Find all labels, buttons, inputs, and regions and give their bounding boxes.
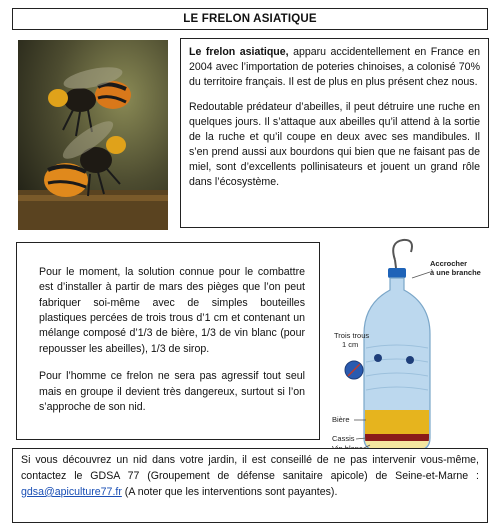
bottle-cap (388, 268, 406, 278)
hole-2 (406, 356, 414, 364)
intro-lead-rest: apparu accidentellement en France en 2004 avec l’importation de poteries chinoises, a colonisé 70% du territoire français. Il est de plus en plus présent chez nous. (189, 46, 480, 89)
hole-1 (374, 354, 382, 362)
footer-text: Si vous découvrez un nid dans votre jardin, il est conseillé de ne pas intervenir vous-même, contactez le GDSA 77 (Groupement de défense sanitaire apicole) de Seine-et-Marne : (21, 454, 479, 482)
hornet-photo (18, 40, 168, 230)
hornet-illustration (18, 40, 168, 230)
intro-lead: Le frelon asiatique, (189, 46, 289, 58)
solution-paragraph-1: Pour le moment, la solution connue pour le combattre est d’installer à partir de mars des pièges que l’on peut fabriquer soi-même avec de simples bouteilles plastiques percées de trois trous d’1 cm et contenant un mélange composé d’1/3 de bière, 1/3 de vin blanc (pour repousser les abeilles), 1/3 de sirop. (39, 266, 305, 355)
beer-layer (365, 410, 429, 434)
holes-label-2: 1 cm (342, 340, 359, 349)
title-banner (12, 8, 488, 30)
solution-paragraph-2: Pour l’homme ce frelon ne sera pas agressif tout seul mais en groupe il devient très dangereux, surtout si l’on s’approche de son nid. (39, 370, 305, 413)
footer-box (12, 448, 488, 523)
solution-box (16, 242, 320, 440)
cassis-label: Cassis (332, 434, 355, 443)
bottle-trap-diagram (330, 238, 490, 460)
intro-paragraph-1 (189, 45, 480, 90)
holes-label-1: Trois trous (334, 331, 370, 340)
hang-label-2: à une branche (430, 268, 481, 277)
hang-label-1: Accrocher (430, 259, 468, 268)
email-link[interactable]: gdsa@apiculture77.fr (21, 485, 122, 498)
footer-note: (A noter que les interventions sont payantes). (121, 485, 338, 498)
footer-paragraph (21, 453, 479, 501)
intro-box (180, 38, 489, 228)
beer-label: Bière (332, 415, 350, 424)
intro-paragraph-2: Redoutable prédateur d’abeilles, il peut détruire une ruche en quelques jours. Il s’attaque aux abeilles qu’il attend à la sortie de la ruche et qu’il coupe en deux avec ses mandibules. Il s’en prend aussi aux bourdons qui bien que ne faisant pas de miel, sont d’excellents pollinisateurs et jouent un grand rôle dans l’écosystème. (189, 101, 480, 189)
hook-icon (393, 240, 412, 260)
cassis-layer (365, 434, 429, 441)
page-title: LE FRELON ASIATIQUE (183, 13, 317, 25)
